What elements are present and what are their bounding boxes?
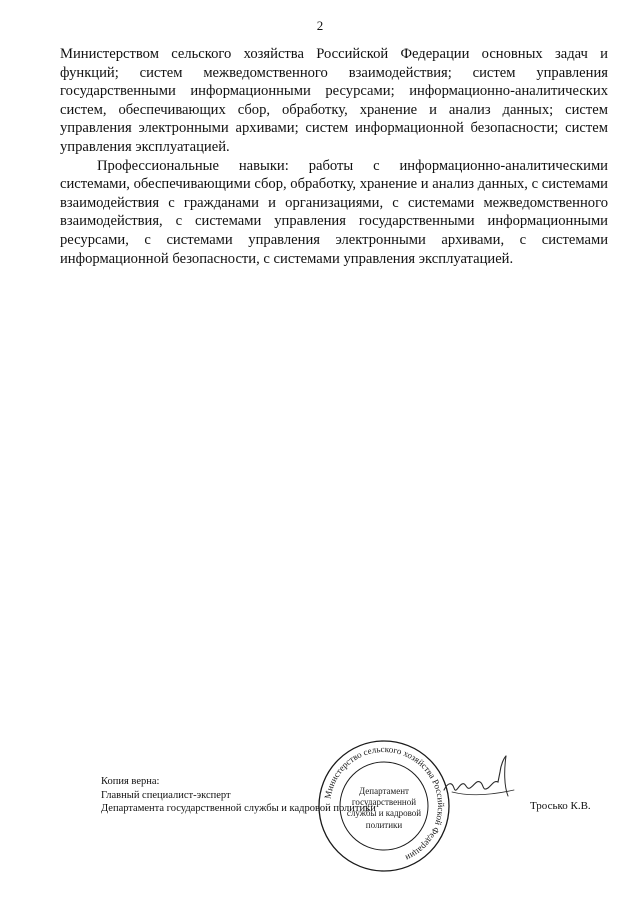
handwritten-signature xyxy=(438,752,528,812)
paragraph-duties-continuation: Министерством сельского хозяйства Российской Федерации основных задач и функций; систем межведомственного взаимодействия; систем управления государственными информационными ресурсами; информационно-аналитических систем, обеспечивающих сбор, обработку, хранение и анализ данных; систем управления электронными архивами; систем информационной безопасности; систем управления эксплуатацией. xyxy=(60,46,608,155)
page-number: 2 xyxy=(316,18,324,33)
signer-department: Департамента государственной службы и кадровой политики xyxy=(101,803,376,814)
official-stamp-seal xyxy=(316,738,452,874)
copy-certified-label: Копия верна: xyxy=(101,776,160,787)
signer-name: Тросько К.В. xyxy=(530,800,591,812)
stamp-center-line-3: службы и кадровой xyxy=(346,808,422,818)
stamp-center-line-4: политики xyxy=(365,820,403,830)
stamp-outer-text: Министерство сельского хозяйства Российской Федерации xyxy=(322,743,447,864)
paragraph-professional-skills: Профессиональные навыки: работы с информационно-аналитическими системами, обеспечивающими сбор, обработку, хранение и анализ данных, с системами взаимодействия с гражданами и организациями, с системами межведомственного взаимодействия, с системами управления государственными информационными ресурсами, с системами управления электронными архивами, с системами информационной безопасности, с системами управления эксплуатацией. xyxy=(60,157,608,267)
stamp-center-line-1: Департамент xyxy=(359,786,409,796)
document-body xyxy=(60,45,608,268)
stamp-center-line-2: государственной xyxy=(351,797,417,807)
signer-position: Главный специалист-эксперт xyxy=(101,789,231,801)
